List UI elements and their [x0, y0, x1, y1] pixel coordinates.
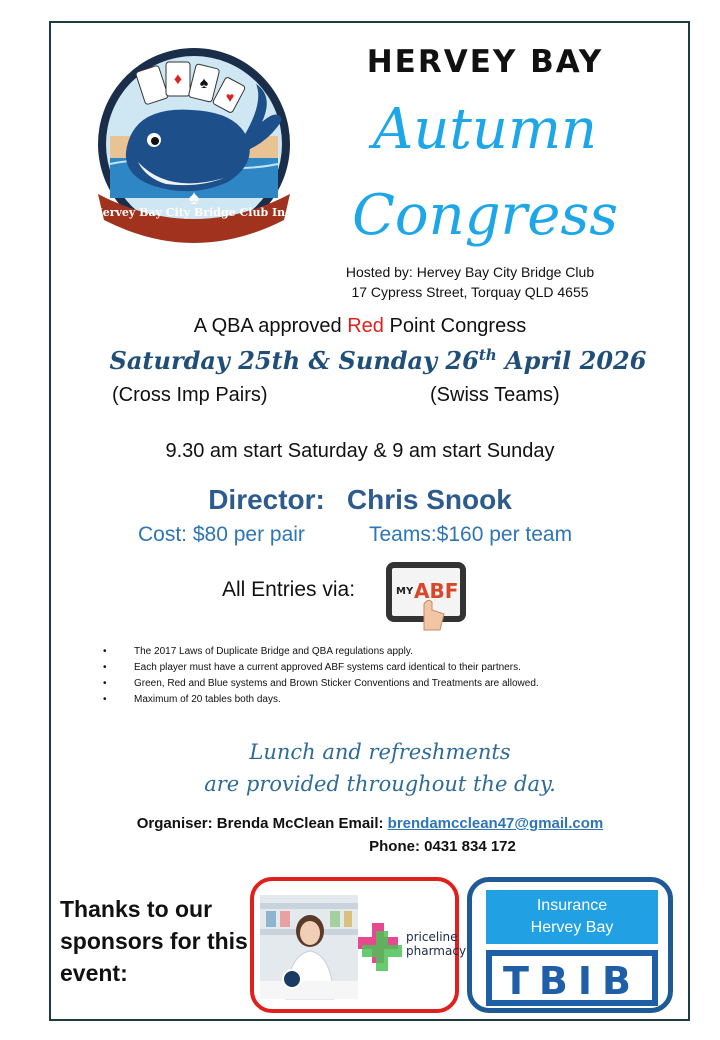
organiser-phone: Phone: 0431 834 172	[369, 838, 516, 855]
priceline-logo	[358, 921, 467, 973]
title-congress: Congress	[352, 183, 618, 248]
lunch-line1: Lunch and refreshments	[249, 740, 511, 764]
insurance-box	[486, 890, 658, 944]
lunch-line2: are provided throughout the day.	[204, 772, 556, 796]
entries-label: All Entries via:	[222, 578, 356, 601]
event-dates	[60, 346, 696, 375]
director-label: Director:	[208, 484, 325, 515]
organiser-email-link[interactable]: brendamcclean47@gmail.com	[387, 815, 604, 832]
qba-red: Red	[347, 315, 384, 337]
pharmacist-photo	[260, 895, 358, 999]
logo-ring-text: Hervey Bay City Bridge Club Inc.	[92, 206, 296, 219]
dates-sup: th	[478, 346, 497, 364]
director-line	[60, 484, 660, 516]
sponsor-tbib[interactable]	[467, 877, 673, 1013]
svg-text:♦: ♦	[173, 71, 183, 88]
rule-item: • Green, Red and Blue systems and Brown Sticker Conventions and Treatments are allowed.	[103, 677, 663, 690]
title-autumn: Autumn	[372, 97, 598, 162]
priceline-text: priceline	[406, 930, 458, 944]
cost-teams: Teams:$160 per team	[369, 523, 573, 546]
myabf-abf: ABF	[414, 579, 459, 603]
rule-item: • Each player must have a current approved ABF systems card identical to their partners.	[103, 661, 663, 674]
insurance-line1: Insurance	[536, 897, 608, 914]
format-sunday: (Swiss Teams)	[430, 384, 560, 406]
svg-text:♠: ♠	[199, 75, 209, 92]
rule-item: • Maximum of 20 tables both days.	[103, 693, 663, 706]
organiser-text: Organiser: Brenda McClean Email:	[136, 815, 388, 832]
dates-part1: Saturday 25th & Sunday 26	[109, 346, 479, 375]
organiser-line	[60, 815, 680, 832]
tbib-text: TBIB	[503, 959, 641, 1003]
insurance-line2: Hervey Bay	[530, 919, 614, 936]
qba-approval	[60, 315, 660, 338]
sponsor-priceline[interactable]	[250, 877, 467, 1013]
qba-prefix: A QBA approved	[193, 315, 348, 337]
qba-suffix: Point Congress	[383, 315, 527, 337]
sponsors-thanks: Thanks to our sponsors for this event:	[60, 896, 248, 986]
phone-line	[60, 838, 680, 855]
club-logo	[88, 44, 300, 264]
svg-text:♥: ♥	[225, 89, 235, 105]
cost-pairs: Cost: $80 per pair	[138, 523, 305, 546]
format-saturday: (Cross Imp Pairs)	[112, 384, 268, 406]
rule-item: • The 2017 Laws of Duplicate Bridge and QBA regulations apply.	[103, 645, 663, 658]
spade-icon: ♠	[188, 187, 200, 209]
start-times: 9.30 am start Saturday & 9 am start Sunday	[165, 440, 555, 462]
myabf-logo[interactable]	[384, 560, 468, 632]
tbib-logo	[486, 950, 658, 1006]
hosted-info	[320, 262, 620, 302]
dates-part2: April 2026	[496, 346, 647, 375]
title-hervey-bay: HERVEY BAY	[366, 44, 604, 80]
director-name: Chris Snook	[346, 484, 512, 515]
hosted-by: Hosted by: Hervey Bay City Bridge Club	[345, 264, 595, 280]
pharmacy-text: pharmacy	[406, 944, 467, 958]
myabf-my: MY	[396, 586, 414, 597]
rules-list	[103, 645, 663, 709]
club-address: 17 Cypress Street, Torquay QLD 4655	[351, 284, 589, 300]
